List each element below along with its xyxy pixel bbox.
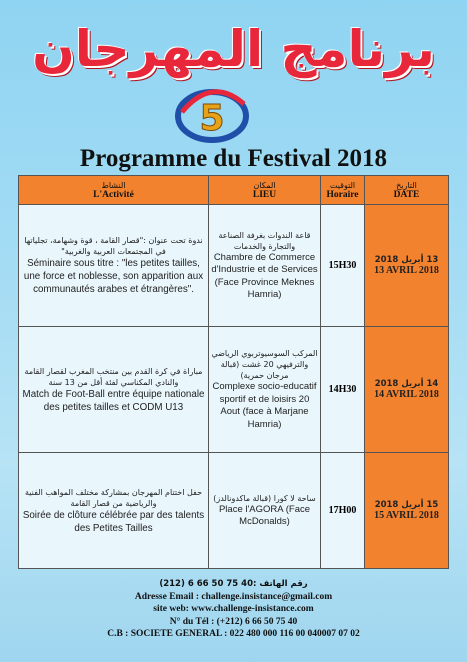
activity-cell: ندوة تحت عنوان :"قصار القامة ، قوة وشهامة، تجلياتها في المجتمعات العربية والغربية" Séminaire sous titre : "les petites tailles, une force et noblesse, son apparition aux communautés arabes et étrangères". — [19, 205, 209, 327]
table-header-row — [19, 176, 449, 205]
header-activity: النشاط L'Activité — [19, 176, 209, 205]
table-row — [19, 453, 449, 569]
activity-cell: مباراة في كرة القدم بين منتخب المغرب لقصار القامة والنادي المكناسي لفئة أقل من 13 سنة Match de Foot-Ball entre équipe nationale des petites tailles et CODM U13 — [19, 327, 209, 453]
horaire-cell: 14H30 — [321, 327, 365, 453]
contact-footer — [0, 578, 467, 641]
programme-table — [18, 175, 449, 569]
festival-logo — [172, 82, 252, 144]
activity-cell: حفل اختتام المهرجان بمشاركة مختلف المواهب الفنية والرياضية من قصار القامة Soirée de clôture célébrée par des talents des Petites Tailles — [19, 453, 209, 569]
header-horaire: التوقيت Horaire — [321, 176, 365, 205]
horaire-cell: 15H30 — [321, 205, 365, 327]
logo-number: 5 — [199, 98, 225, 139]
header-lieu: المكان LIEU — [209, 176, 321, 205]
email-line: Adresse Email : challenge.insistance@gmail.com — [134, 591, 333, 602]
page-title: Programme du Festival 2018 — [79, 145, 388, 172]
date-cell: 14 أبريل 2018 14 AVRIL 2018 — [365, 327, 449, 453]
phone-line: N° du Tél : (+212) 6 66 50 75 40 — [169, 616, 298, 627]
horaire-cell: 17H00 — [321, 453, 365, 569]
lieu-cell: قاعة الندوات بغرفة الصناعة والتجارة والخدمات Chambre de Commerce d'Industrie et de Services (Face Province Meknes Hamria) — [209, 205, 321, 327]
arabic-festival-title: برنامج المهرجان — [32, 20, 435, 78]
table-row — [19, 327, 449, 453]
header-date: التاريخ DATE — [365, 176, 449, 205]
date-cell: 13 أبريل 2018 13 AVRIL 2018 — [365, 205, 449, 327]
website-line: site web: www.challenge-insistance.com — [153, 604, 314, 614]
table-row — [19, 205, 449, 327]
phone-arabic: رقم الهاتف :40 75 50 66 6 (212) — [159, 579, 308, 589]
lieu-cell: المركب السوسيوتربوي الرياضي والترفيهي 20 غشت (قبالة مرجان حمرية) Complexe socio-educatif sportif et de loisirs 20 Aout (face à Marjane Hamria) — [209, 327, 321, 453]
bank-line: C.B : SOCIETE GENERAL : 022 480 000 116 00 040007 07 02 — [107, 629, 360, 639]
lieu-cell: ساحة لا كورا (قبالة ماكدونالدز) Place l'AGORA (Face McDonalds) — [209, 453, 321, 569]
date-cell: 15 أبريل 2018 15 AVRIL 2018 — [365, 453, 449, 569]
